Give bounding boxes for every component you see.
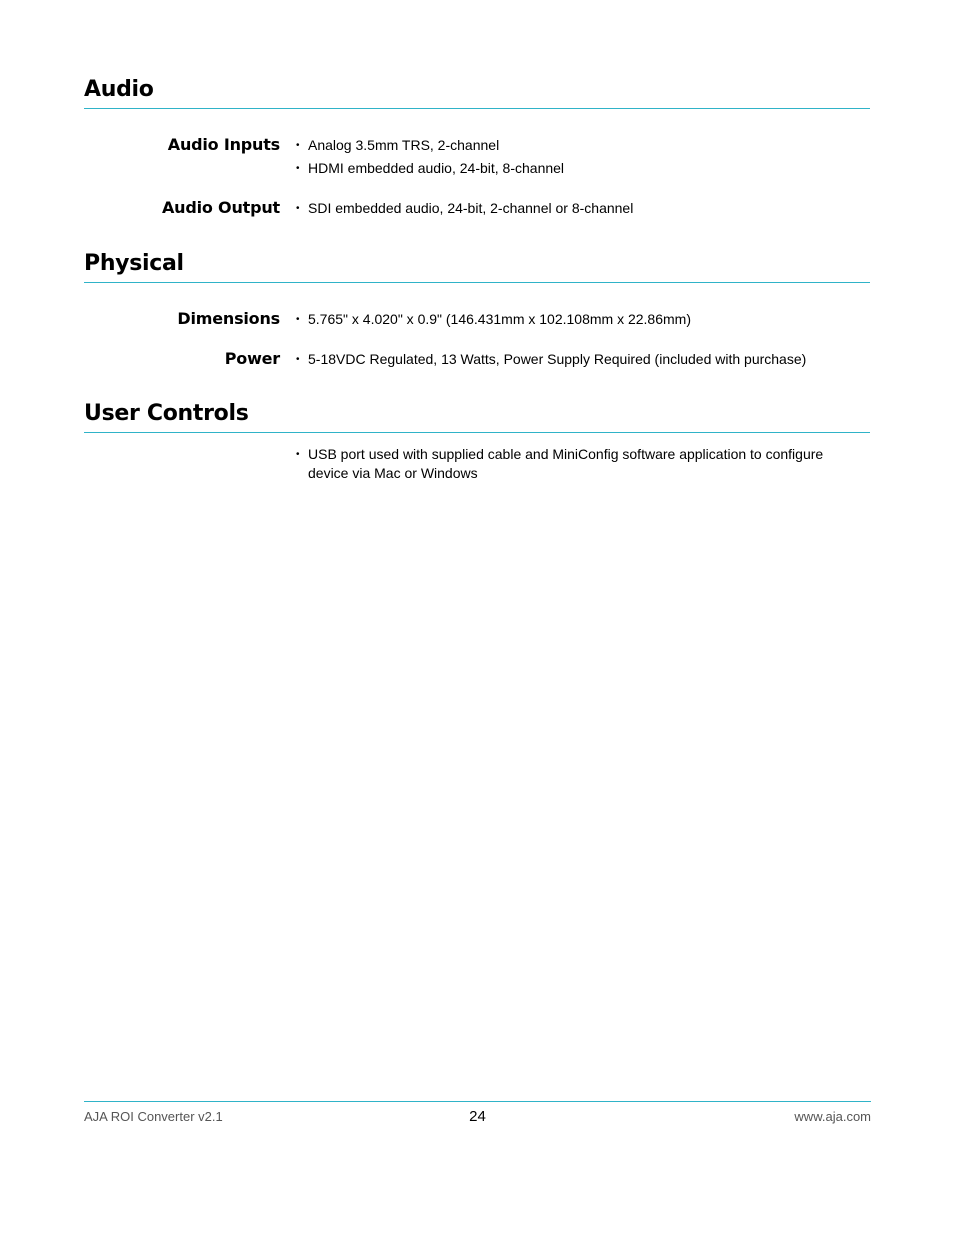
list-item: • Analog 3.5mm TRS, 2-channel xyxy=(296,136,856,155)
page-footer xyxy=(84,1101,871,1132)
list-item: • SDI embedded audio, 24-bit, 2-channel or 8-channel xyxy=(296,199,856,218)
spec-list xyxy=(296,445,856,487)
footer-website-link[interactable]: www.aja.com xyxy=(794,1109,871,1124)
list-item: • 5.765" x 4.020" x 0.9" (146.431mm x 102.108mm x 22.86mm) xyxy=(296,310,856,329)
footer-document-title: AJA ROI Converter v2.1 xyxy=(84,1109,223,1124)
spec-list xyxy=(296,199,856,222)
section-title-audio: Audio xyxy=(84,76,870,109)
list-item: • 5-18VDC Regulated, 13 Watts, Power Supply Required (included with purchase) xyxy=(296,350,856,369)
section-audio xyxy=(84,76,870,217)
section-user-controls xyxy=(84,400,870,481)
footer-page-number: 24 xyxy=(469,1108,486,1125)
section-title-physical: Physical xyxy=(84,250,870,283)
spec-label: Audio Output xyxy=(161,198,280,217)
section-title-user-controls: User Controls xyxy=(84,400,870,433)
spec-label: Dimensions xyxy=(177,309,280,328)
spec-label: Power xyxy=(224,349,280,368)
spec-label: Audio Inputs xyxy=(167,135,280,154)
spec-list xyxy=(296,350,856,373)
list-item: • USB port used with supplied cable and MiniConfig software application to configure device via Mac or Windows xyxy=(296,445,856,483)
section-physical xyxy=(84,250,870,368)
spec-list xyxy=(296,136,856,182)
list-item: • HDMI embedded audio, 24-bit, 8-channel xyxy=(296,159,856,178)
spec-list xyxy=(296,310,856,333)
